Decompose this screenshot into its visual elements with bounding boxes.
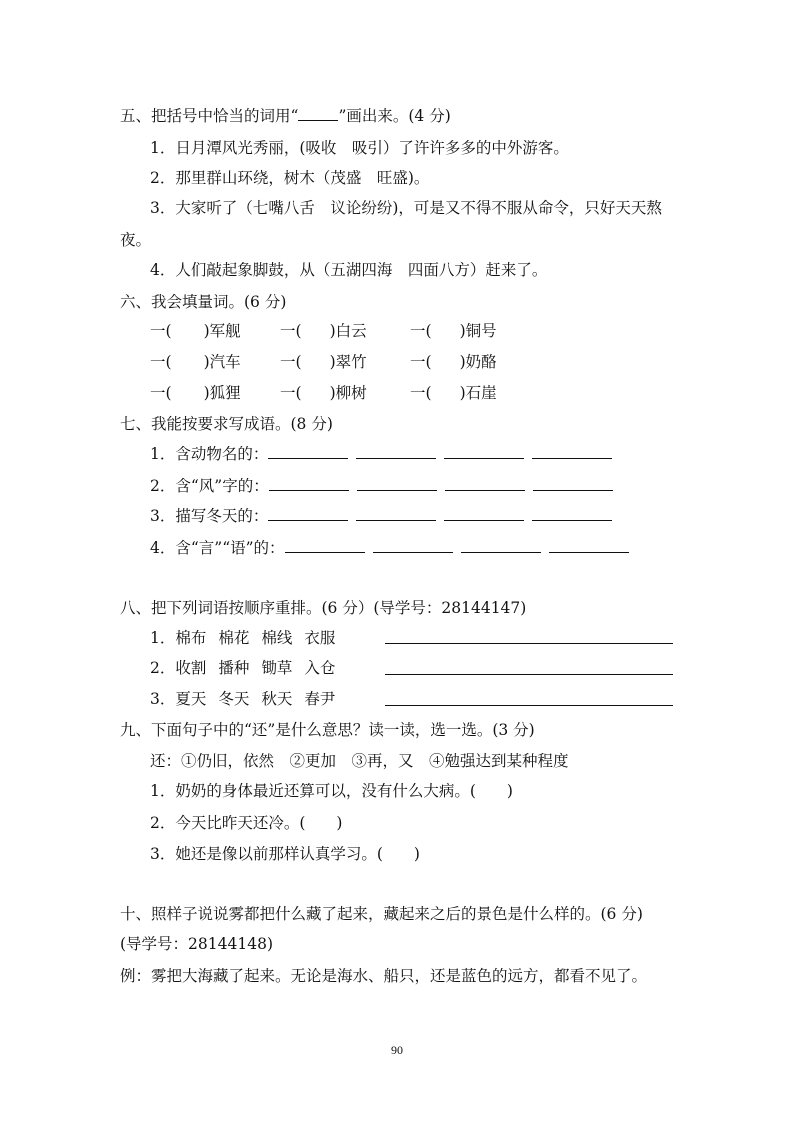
- answer-blank[interactable]: [268, 444, 348, 459]
- q6-cell: [280, 352, 410, 372]
- q6-row-1: [150, 321, 497, 341]
- q9-item-1: 1．奶奶的身体最近还算可以，没有什么大病。( ): [150, 782, 513, 800]
- q8-word: 秋天: [261, 690, 293, 708]
- q5-item-1: 1．日月潭风光秀丽，(吸收 吸引）了许许多多的中外游客。: [150, 139, 569, 157]
- page-number: 90: [391, 1043, 403, 1057]
- q5-title-post: ”画出来。(4 分): [338, 107, 451, 125]
- q6-cell: [410, 352, 497, 372]
- q9-title: 九、下面句子中的“还”是什么意思？读一读，选一选。(3 分): [120, 721, 535, 739]
- q7-item-4: [150, 538, 629, 558]
- answer-line[interactable]: [385, 705, 673, 706]
- q8-item-2: [150, 658, 347, 678]
- q9-item-3: 3．她还是像以前那样认真学习。( ): [150, 845, 420, 863]
- answer-blank[interactable]: [549, 538, 629, 553]
- q8-item-number: 1．: [150, 629, 176, 647]
- q10-guide-number: (导学号：28144148): [120, 935, 273, 953]
- q8-item-1: [150, 628, 347, 648]
- q6-cell-pre: 一(: [410, 384, 432, 402]
- answer-blank[interactable]: [373, 538, 453, 553]
- q8-word: 入仓: [304, 659, 336, 677]
- q6-cell-post: )石崖: [459, 384, 497, 402]
- q6-cell-pre: 一(: [280, 384, 302, 402]
- q8-title: 八、把下列词语按顺序重排。(6 分）(导学号：28144147): [120, 599, 527, 617]
- q5-title: [120, 106, 451, 126]
- q6-cell-pre: 一(: [410, 353, 432, 371]
- answer-blank[interactable]: [532, 506, 612, 521]
- q7-item-2: [150, 476, 613, 496]
- q8-word: 冬天: [218, 690, 250, 708]
- q5-item-4: 4．人们敲起象脚鼓，从（五湖四海 四面八方）赶来了。: [150, 261, 548, 279]
- q5-item-2: 2．那里群山环绕，树木（茂盛 旺盛)。: [150, 169, 430, 187]
- answer-blank[interactable]: [268, 506, 348, 521]
- q8-word: 棉花: [218, 629, 250, 647]
- q8-word: 衣服: [304, 629, 336, 647]
- q6-cell-pre: 一(: [150, 384, 172, 402]
- q6-cell: [150, 352, 280, 372]
- answer-blank[interactable]: [444, 444, 524, 459]
- answer-blank[interactable]: [461, 538, 541, 553]
- q6-cell-post: )汽车: [203, 353, 241, 371]
- q6-title: 六、我会填量词。(6 分): [120, 293, 287, 311]
- q6-cell-pre: 一(: [280, 322, 302, 340]
- answer-blank[interactable]: [269, 476, 349, 491]
- q6-cell-pre: 一(: [280, 353, 302, 371]
- answer-line[interactable]: [385, 643, 673, 644]
- q9-options: 还：①仍旧，依然 ②更加 ③再，又 ④勉强达到某种程度: [150, 752, 569, 770]
- q9-item-2: 2．今天比昨天还冷。( ): [150, 814, 343, 832]
- q6-row-2: [150, 352, 497, 372]
- q6-cell-pre: 一(: [150, 322, 172, 340]
- q6-cell: [410, 321, 497, 341]
- q6-cell-post: )狐狸: [203, 384, 241, 402]
- answer-blank[interactable]: [532, 444, 612, 459]
- q6-cell: [280, 321, 410, 341]
- q5-item-3: 3．大家听了（七嘴八舌 议论纷纷)，可是又不得不服从命令，只好天天熬: [150, 199, 662, 217]
- answer-blank[interactable]: [285, 538, 365, 553]
- q5-item-3-continued: 夜。: [120, 231, 152, 249]
- q6-cell-post: )军舰: [203, 322, 241, 340]
- q6-cell: [410, 383, 497, 403]
- q8-word: 夏天: [175, 690, 207, 708]
- answer-blank[interactable]: [356, 444, 436, 459]
- q8-item-number: 3．: [150, 690, 176, 708]
- q5-title-blank: [298, 106, 338, 121]
- q8-item-3: [150, 689, 347, 709]
- q8-word: 播种: [218, 659, 250, 677]
- answer-line[interactable]: [385, 674, 673, 675]
- answer-blank[interactable]: [533, 476, 613, 491]
- q6-cell-pre: 一(: [150, 353, 172, 371]
- q10-example: 例：雾把大海藏了起来。无论是海水、船只，还是蓝色的远方，都看不见了。: [120, 967, 648, 985]
- q8-word: 收割: [175, 659, 207, 677]
- q7-item-label: 2．含“风”字的：: [150, 477, 269, 495]
- q7-item-1: [150, 444, 612, 464]
- q8-word: 锄草: [261, 659, 293, 677]
- q6-cell-post: )铜号: [459, 322, 497, 340]
- q10-title: 十、照样子说说雾都把什么藏了起来，藏起来之后的景色是什么样的。(6 分): [120, 905, 643, 923]
- q8-word: 棉布: [175, 629, 207, 647]
- q6-cell-post: )柳树: [329, 384, 367, 402]
- answer-blank[interactable]: [445, 476, 525, 491]
- q8-item-number: 2．: [150, 659, 176, 677]
- answer-blank[interactable]: [357, 476, 437, 491]
- q7-item-3: [150, 506, 612, 526]
- answer-blank[interactable]: [356, 506, 436, 521]
- q7-item-label: 4．含“言”“语”的：: [150, 539, 285, 557]
- q8-word: 春尹: [304, 690, 336, 708]
- q6-cell-pre: 一(: [410, 322, 432, 340]
- q8-word: 棉线: [261, 629, 293, 647]
- q6-cell-post: )翠竹: [329, 353, 367, 371]
- q7-title: 七、我能按要求写成语。(8 分): [120, 415, 333, 433]
- q5-title-pre: 五、把括号中恰当的词用“: [120, 107, 299, 125]
- q7-item-label: 1．含动物名的：: [150, 445, 269, 463]
- q6-cell-post: )奶酪: [459, 353, 497, 371]
- q6-cell: [150, 321, 280, 341]
- q6-cell-post: )白云: [329, 322, 367, 340]
- q6-row-3: [150, 383, 497, 403]
- q6-cell: [150, 383, 280, 403]
- q7-item-label: 3．描写冬天的：: [150, 507, 269, 525]
- answer-blank[interactable]: [444, 506, 524, 521]
- q6-cell: [280, 383, 410, 403]
